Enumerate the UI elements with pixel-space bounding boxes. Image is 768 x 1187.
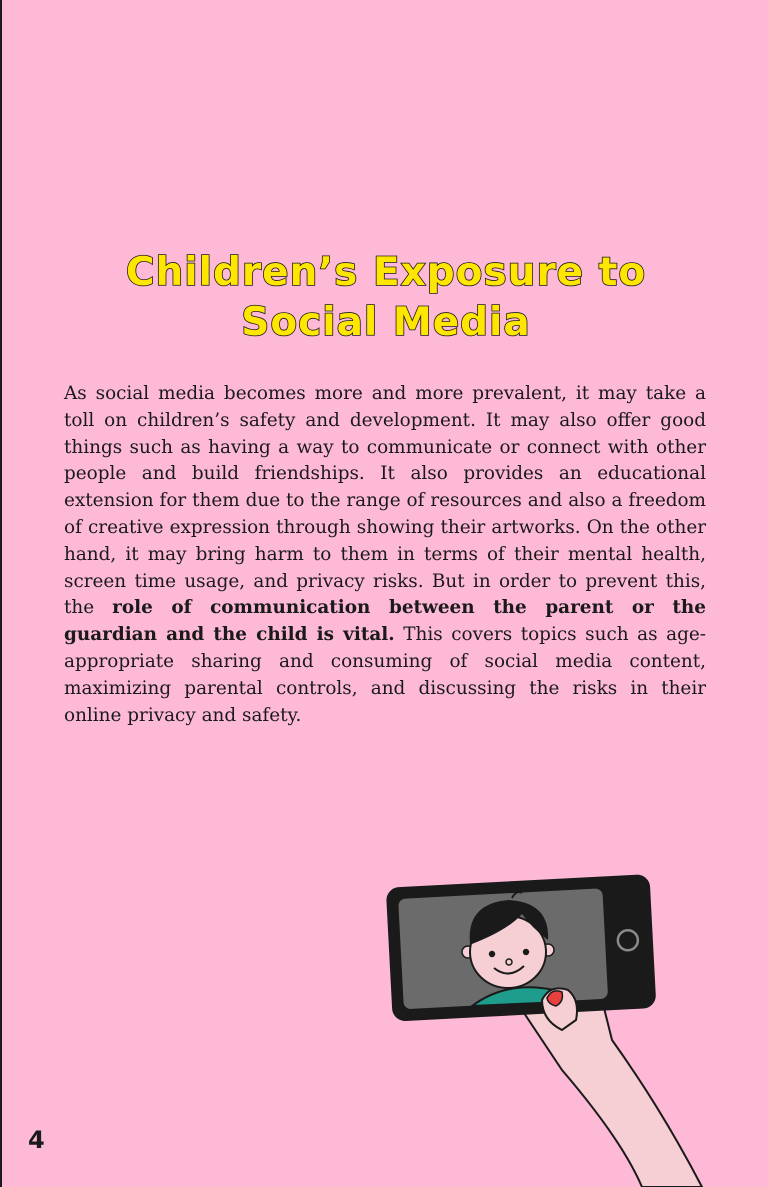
- title-line-2: Social Media: [241, 300, 531, 346]
- page-number: 4: [28, 1126, 45, 1154]
- body-text-part-1: As social media becomes more and more prevalent, it may take a toll on children’s safety and development. It may also offer good things such as having a way to communicate or connect with other people and build friendships. It also provides an educational extension for them due to the range of resources and also a freedom of creative expression through showing their artworks. On the other hand, it may bring harm to them in terms of their mental health, screen time usage, and privacy risks. But in order to prevent this, the: [64, 383, 706, 619]
- phone-video-call-illustration: [382, 868, 768, 1187]
- body-paragraph: [64, 381, 706, 729]
- title-line-1: Children’s Exposure to: [125, 250, 647, 296]
- arm: [522, 1000, 702, 1187]
- body-text-emphasis: role of communication between the parent or the guardian and the child is vital.: [64, 597, 706, 646]
- body-text-part-2: This covers topics such as age-appropriate sharing and consuming of social media content, maximizing parental controls, and discussing the risks in their online privacy and safety.: [64, 624, 707, 726]
- page-title: [2, 248, 768, 348]
